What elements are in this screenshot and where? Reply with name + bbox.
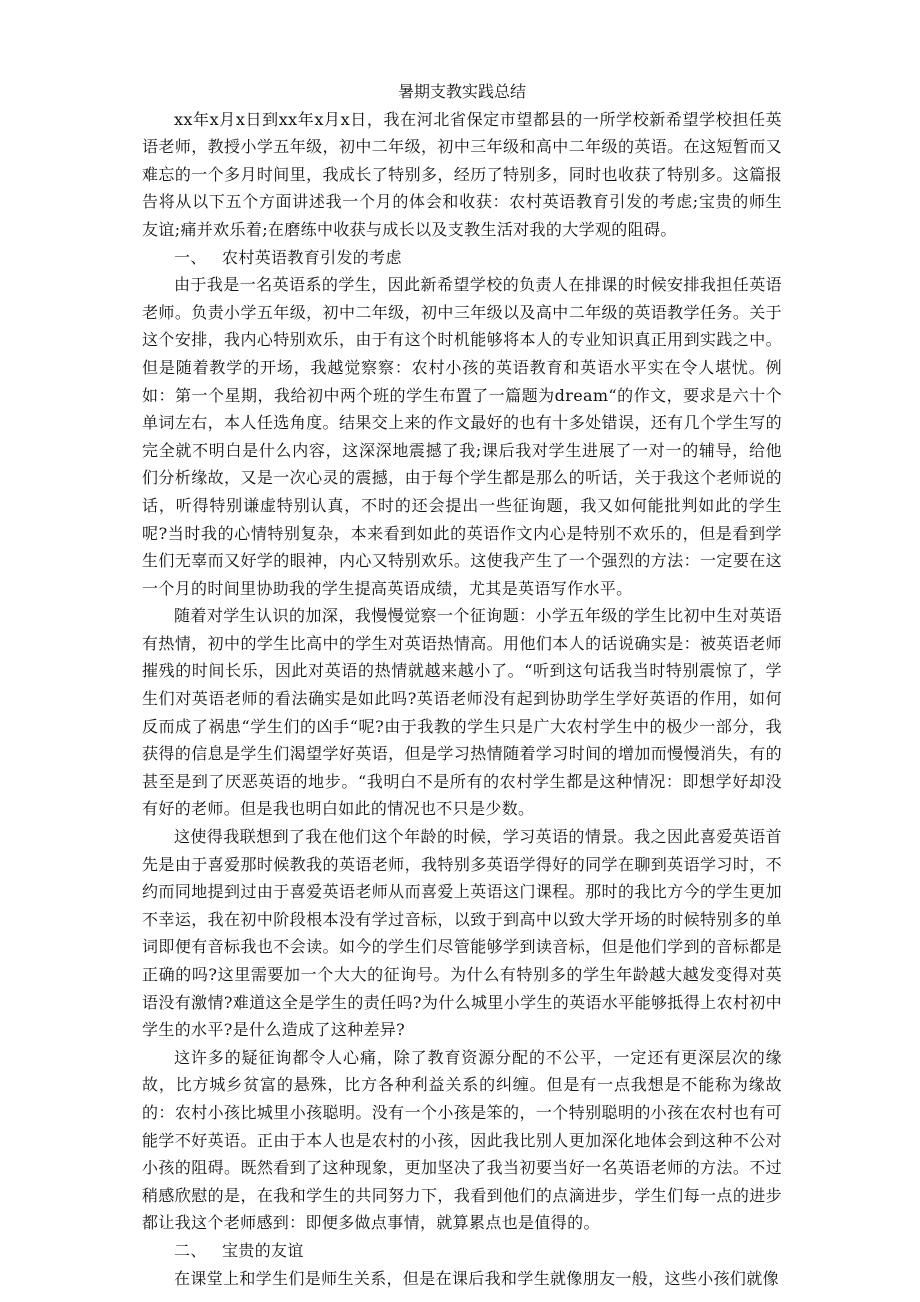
document-body [142,78,782,1292]
paragraph: 这使得我联想到了我在他们这个年龄的时候，学习英语的情景。我之因此喜爱英语首先是由于喜爱那时候教我的英语老师，我特别多英语学得好的同学在聊到英语学习时，不约而同地提到过由于喜爱英语老师从而喜爱上英语这门课程。那时的我比方今的学生更加不幸运，我在初中阶段根本没有学过音标，以致于到高中以致大学开场的时候特别多的单词即便有音标我也不会读。如今的学生们尽管能够学到读音标，但是他们学到的音标都是正确的吗?这里需要加一个大大的征询号。为什么有特别多的学生年龄越大越发变得对英语没有激情?难道这全是学生的责任吗?为什么城里小学生的英语水平能够抵得上农村初中学生的水平?是什么造成了这种差异? [142,827,782,1040]
section-title: 农村英语教育引发的考虑 [222,247,402,267]
paragraph: 在课堂上和学生们是师生关系，但是在课后我和学生就像朋友一般，这些小孩们就像 [174,1268,779,1288]
document-title: 暑期支教实践总结 [397,82,526,101]
section-title: 宝贵的友谊 [222,1240,304,1260]
section-number: 二、 [174,1240,207,1260]
paragraph: 由于我是一名英语系的学生，因此新希望学校的负责人在排课的时候安排我担任英语老师。负责小学五年级，初中二年级，初中三年级以及高中二年级的英语教学任务。关于这个安排，我内心特别欢乐，由于有这个时机能够将本人的专业知识真正用到实践之中。但是随着教学的开场，我越觉察察：农村小孩的英语教育和英语水平实在令人堪忧。例如：第一个星期，我给初中两个班的学生布置了一篇题为dream“的作文，要求是六十个单词左右，本人任选角度。结果交上来的作文最好的也有十多处错误，还有几个学生写的完全就不明白是什么内容，这深深地震撼了我;课后我对学生进展了一对一的辅导，给他们分析缘故，又是一次心灵的震撼，由于每个学生都是那么的听话，关于我这个老师说的话，听得特别谦虚特别认真，不时的还会提出一些征询题，我又如何能批判如此的学生呢?当时我的心情特别复杂，本来看到如此的英语作文内心是特别不欢乐的，但是看到学生们无辜而又好学的眼神，内心又特别欢乐。这使我产生了一个强烈的方法：一定要在这一个月的时间里协助我的学生提高英语成绩，尤其是英语写作水平。 [142,275,782,598]
section-heading-1 [142,244,782,272]
section-heading-2 [142,1237,782,1265]
section-number: 一、 [174,247,207,267]
paragraph: 随着对学生认识的加深，我慢慢觉察一个征询题：小学五年级的学生比初中生对英语有热情，初中的学生比高中的学生对英语热情高。用他们本人的话说确实是：被英语老师摧残的时间长乐，因此对英语的热情就越来越小了。“听到这句话我当时特别震惊了，学生们对英语老师的看法确实是如此吗?英语老师没有起到协助学生学好英语的作用，如何反而成了祸患“学生们的凶手“呢?由于我教的学生只是广大农村学生中的极少一部分，我获得的信息是学生们渴望学好英语，但是学习热情随着学习时间的增加而慢慢消失，有的甚至是到了厌恶英语的地步。“我明白不是所有的农村学生都是这种情况：即想学好却没有好的老师。但是我也明白如此的情况也不只是少数。 [142,606,782,819]
paragraph-intro: xx年x月x日到xx年x月x日，我在河北省保定市望都县的一所学校新希望学校担任英语老师，教授小学五年级，初中二年级，初中三年级和高中二年级的英语。在这短暂而又难忘的一个多月时间里，我成长了特别多，经历了特别多，同时也收获了特别多。这篇报告将从以下五个方面讲述我一个月的体会和收获：农村英语教育引发的考虑;宝贵的师生友谊;痛并欢乐着;在磨练中收获与成长以及支教生活对我的大学观的阻碍。 [142,109,782,239]
paragraph: 这许多的疑征询都令人心痛，除了教育资源分配的不公平，一定还有更深层次的缘故，比方城乡贫富的悬殊，比方各种利益关系的纠缠。但是有一点我想是不能称为缘故的：农村小孩比城里小孩聪明。没有一个小孩是笨的，一个特别聪明的小孩在农村也有可能学不好英语。正由于本人也是农村的小孩，因此我比别人更加深化地体会到这种不公对小孩的阻碍。既然看到了这种现象，更加坚决了我当初要当好一名英语老师的方法。不过稍感欣慰的是，在我和学生的共同努力下，我看到他们的点滴进步，学生们每一点的进步都让我这个老师感到：即便多做点事情，就算累点也是值得的。 [142,1047,782,1233]
